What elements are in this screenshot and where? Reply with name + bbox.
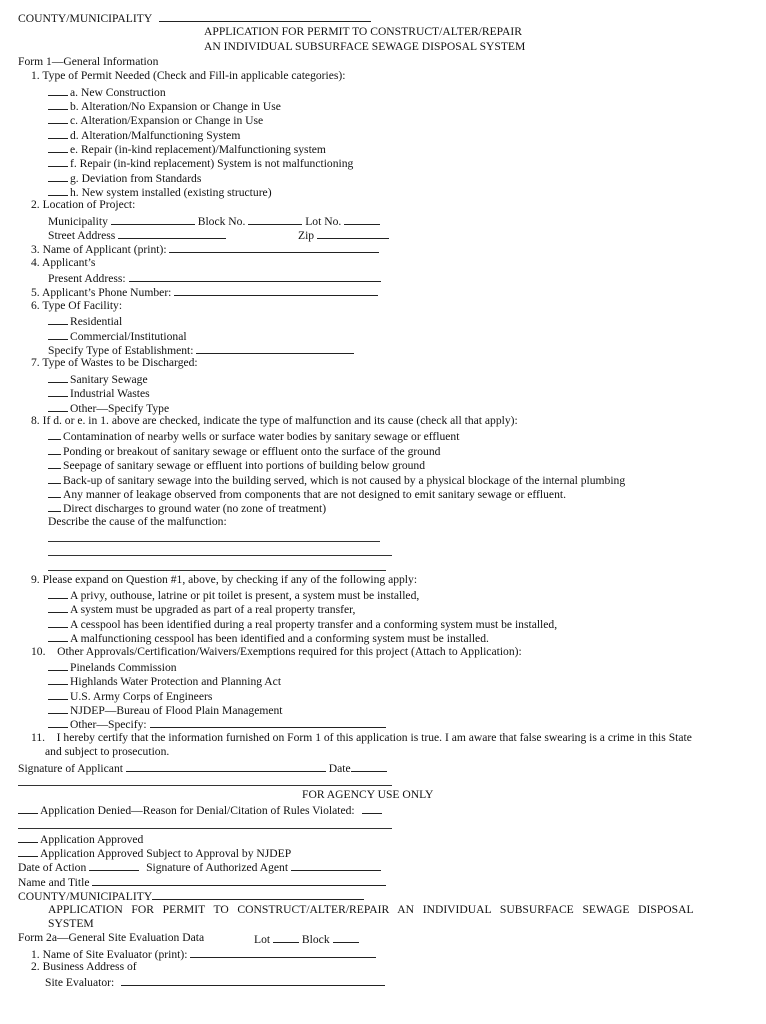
form2a-block-field[interactable] — [333, 931, 359, 943]
q8-option: Ponding or breakout of sanitary sewage or effluent onto the surface of the ground — [48, 443, 440, 459]
q3-label: 3. Name of Applicant (print): — [31, 243, 167, 256]
checkbox-blank[interactable] — [48, 184, 68, 196]
checkbox-blank[interactable] — [48, 112, 68, 124]
municipality-field[interactable] — [111, 213, 195, 225]
q7-option: Other—Specify Type — [48, 400, 169, 416]
q1-option: b. Alteration/No Expansion or Change in Use — [48, 98, 281, 114]
application-approved-row: Application Approved — [18, 831, 143, 847]
checkbox-blank[interactable] — [48, 141, 68, 153]
signature-agent-label: Signature of Authorized Agent — [146, 861, 289, 874]
q8-describe-label: Describe the cause of the malfunction: — [48, 515, 227, 528]
checkbox-blank[interactable] — [48, 428, 61, 440]
checkbox-blank[interactable] — [48, 170, 68, 182]
checkbox-blank[interactable] — [48, 616, 68, 628]
agency-use-title: FOR AGENCY USE ONLY — [302, 788, 434, 801]
title-line-1: APPLICATION FOR PERMIT TO CONSTRUCT/ALTER/REPAIR — [204, 25, 523, 38]
checkbox-blank[interactable] — [18, 802, 38, 814]
q9-option: A malfunctioning cesspool has been identified and a conforming system must be installed. — [48, 630, 489, 646]
q10-option: NJDEP—Bureau of Flood Plain Management — [48, 702, 283, 718]
street-field[interactable] — [118, 227, 226, 239]
q5-label: 5. Applicant’s Phone Number: — [31, 286, 172, 299]
checkbox-blank[interactable] — [48, 443, 61, 455]
zip-label: Zip — [298, 229, 315, 242]
q8-option: Contamination of nearby wells or surface water bodies by sanitary sewage or effluent — [48, 428, 459, 444]
phone-field[interactable] — [174, 284, 378, 296]
q8-option: Direct discharges to ground water (no zone of treatment) — [48, 500, 326, 516]
q1-option: f. Repair (in-kind replacement) System is not malfunctioning — [48, 155, 353, 171]
q1-option: c. Alteration/Expansion or Change in Use — [48, 112, 263, 128]
q7-label: 7. Type of Wastes to be Discharged: — [31, 356, 198, 369]
malfunction-description-line-1[interactable] — [48, 541, 380, 542]
signature-agent-field[interactable] — [291, 859, 381, 871]
establishment-field[interactable] — [196, 342, 354, 354]
date-field[interactable] — [351, 760, 387, 772]
date-of-action-row — [18, 859, 381, 875]
q1-option: d. Alteration/Malfunctioning System — [48, 127, 240, 143]
signature-applicant-field[interactable] — [126, 760, 326, 772]
county-label: COUNTY/MUNICIPALITY — [18, 12, 152, 25]
form2a-block-label: Block — [301, 933, 330, 946]
checkbox-blank[interactable] — [48, 313, 68, 325]
checkbox-blank[interactable] — [48, 716, 68, 728]
q7-option: Sanitary Sewage — [48, 371, 148, 387]
q2-label: 2. Location of Project: — [31, 198, 136, 211]
q6-option: Commercial/Institutional — [48, 328, 187, 344]
name-title-label: Name and Title — [18, 876, 90, 889]
form1-label: Form 1—General Information — [18, 55, 159, 68]
q1-option: g. Deviation from Standards — [48, 170, 201, 186]
q4-label: 4. Applicant’s — [31, 256, 96, 269]
separator-line — [18, 785, 392, 786]
checkbox-blank[interactable] — [48, 328, 68, 340]
checkbox-blank[interactable] — [48, 702, 68, 714]
q9-option: A cesspool has been identified during a real property transfer and a conforming system must be installed, — [48, 616, 557, 632]
checkbox-blank[interactable] — [18, 845, 38, 857]
block-field[interactable] — [248, 213, 302, 225]
form2a-county-row — [18, 888, 364, 904]
date-label: Date — [328, 762, 351, 775]
county-field[interactable] — [159, 10, 371, 22]
checkbox-blank[interactable] — [48, 601, 68, 613]
municipality-label: Municipality — [48, 215, 108, 228]
checkbox-blank[interactable] — [48, 659, 68, 671]
checkbox-blank[interactable] — [48, 587, 68, 599]
signature-row — [18, 760, 387, 776]
q11-certification-line-2: and subject to prosecution. — [45, 745, 170, 758]
checkbox-blank[interactable] — [48, 98, 68, 110]
signature-applicant-label: Signature of Applicant — [18, 762, 123, 775]
q6-option: Residential — [48, 313, 122, 329]
site-evaluator-name-label: 1. Name of Site Evaluator (print): — [31, 948, 188, 961]
lot-field[interactable] — [344, 213, 380, 225]
q1-option: h. New system installed (existing structure) — [48, 184, 272, 200]
form2a-q2-row — [45, 974, 385, 990]
q9-option: A system must be upgraded as part of a real property transfer, — [48, 601, 355, 617]
q8-option: Back-up of sanitary sewage into the building served, which is not caused by a physical blockage of the internal plumbing — [48, 472, 625, 488]
malfunction-description-line-3[interactable] — [48, 570, 386, 571]
q1-option: a. New Construction — [48, 84, 166, 100]
q3-row — [31, 241, 379, 257]
zip-field[interactable] — [317, 227, 389, 239]
checkbox-blank[interactable] — [48, 630, 68, 642]
form2a-lot-field[interactable] — [273, 931, 299, 943]
q9-label: 9. Please expand on Question #1, above, by checking if any of the following apply: — [31, 573, 418, 586]
q11-certification-line-1: 11. I hereby certify that the information furnished on Form 1 of this application is true. I am aware that false swearing is a crime in this State — [31, 731, 692, 744]
specify-establishment-label: Specify Type of Establishment: — [48, 344, 194, 357]
present-address-label: Present Address: — [48, 272, 126, 285]
checkbox-blank[interactable] — [48, 371, 68, 383]
date-of-action-label: Date of Action — [18, 861, 87, 874]
present-address-field[interactable] — [129, 270, 381, 282]
checkbox-blank[interactable] — [48, 84, 68, 96]
q9-option: A privy, outhouse, latrine or pit toilet is present, a system must be installed, — [48, 587, 419, 603]
checkbox-blank[interactable] — [48, 486, 61, 498]
malfunction-description-line-2[interactable] — [48, 555, 392, 556]
applicant-name-field[interactable] — [169, 241, 379, 253]
form2a-q2-label: 2. Business Address of — [31, 960, 137, 973]
q10-option-other: Other—Specify: — [48, 716, 386, 732]
form2a-lot-label: Lot — [254, 933, 271, 946]
checkbox-blank[interactable] — [48, 500, 61, 512]
denial-reason-field[interactable] — [362, 802, 382, 814]
q5-row — [31, 284, 378, 300]
q7-option: Industrial Wastes — [48, 385, 150, 401]
q10-option: Highlands Water Protection and Planning Act — [48, 673, 281, 689]
form2a-county-field[interactable] — [152, 888, 364, 900]
application-approved-subject-row: Application Approved Subject to Approval by NJDEP — [18, 845, 291, 861]
q2-street-label: Street Address — [48, 227, 226, 243]
form2a-title-line-2: SYSTEM — [48, 917, 94, 930]
lot-label: Lot No. — [305, 215, 342, 228]
checkbox-blank[interactable] — [48, 472, 61, 484]
name-title-field[interactable] — [92, 874, 386, 886]
site-evaluator-address-label: Site Evaluator: — [45, 976, 115, 989]
checkbox-blank[interactable] — [48, 155, 68, 167]
checkbox-blank[interactable] — [18, 831, 38, 843]
q10-option: Pinelands Commission — [48, 659, 177, 675]
site-evaluator-address-field[interactable] — [121, 974, 385, 986]
application-denied-row: Application Denied—Reason for Denial/Citation of Rules Violated: — [18, 802, 384, 818]
checkbox-blank[interactable] — [48, 400, 68, 412]
q1-option: e. Repair (in-kind replacement)/Malfunctioning system — [48, 141, 326, 157]
other-specify-field[interactable] — [150, 716, 386, 728]
form2a-county-label: COUNTY/MUNICIPALITY — [18, 890, 153, 903]
q10-label: 10. Other Approvals/Certification/Waivers/Exemptions required for this project (Attach to Application): — [31, 645, 522, 658]
checkbox-blank[interactable] — [48, 688, 68, 700]
q6-label: 6. Type Of Facility: — [31, 299, 123, 312]
checkbox-blank[interactable] — [48, 673, 68, 685]
checkbox-blank[interactable] — [48, 127, 68, 139]
title-line-2: AN INDIVIDUAL SUBSURFACE SEWAGE DISPOSAL SYSTEM — [204, 40, 526, 53]
form2a-title-line-1: APPLICATION FOR PERMIT TO CONSTRUCT/ALTER/REPAIR AN INDIVIDUAL SUBSURFACE SEWAGE DISPOSAL — [48, 903, 694, 916]
site-evaluator-name-field[interactable] — [190, 946, 376, 958]
q1-label: 1. Type of Permit Needed (Check and Fill-in applicable categories): — [31, 69, 346, 82]
form2a-lot-block-row — [254, 931, 359, 947]
block-label: Block No. — [197, 215, 246, 228]
q8-label: 8. If d. or e. in 1. above are checked, indicate the type of malfunction and its cause (check all that apply): — [31, 414, 518, 427]
date-of-action-field[interactable] — [89, 859, 139, 871]
checkbox-blank[interactable] — [48, 385, 68, 397]
q8-option: Seepage of sanitary sewage or effluent into portions of building below ground — [48, 457, 425, 473]
form2a-label: Form 2a—General Site Evaluation Data — [18, 931, 205, 944]
denial-reason-line[interactable] — [18, 828, 392, 829]
q8-option: Any manner of leakage observed from components that are not designed to emit sanitary sewage or effluent. — [48, 486, 566, 502]
q10-option: U.S. Army Corps of Engineers — [48, 688, 212, 704]
checkbox-blank[interactable] — [48, 457, 61, 469]
county-municipality-row — [18, 10, 371, 26]
